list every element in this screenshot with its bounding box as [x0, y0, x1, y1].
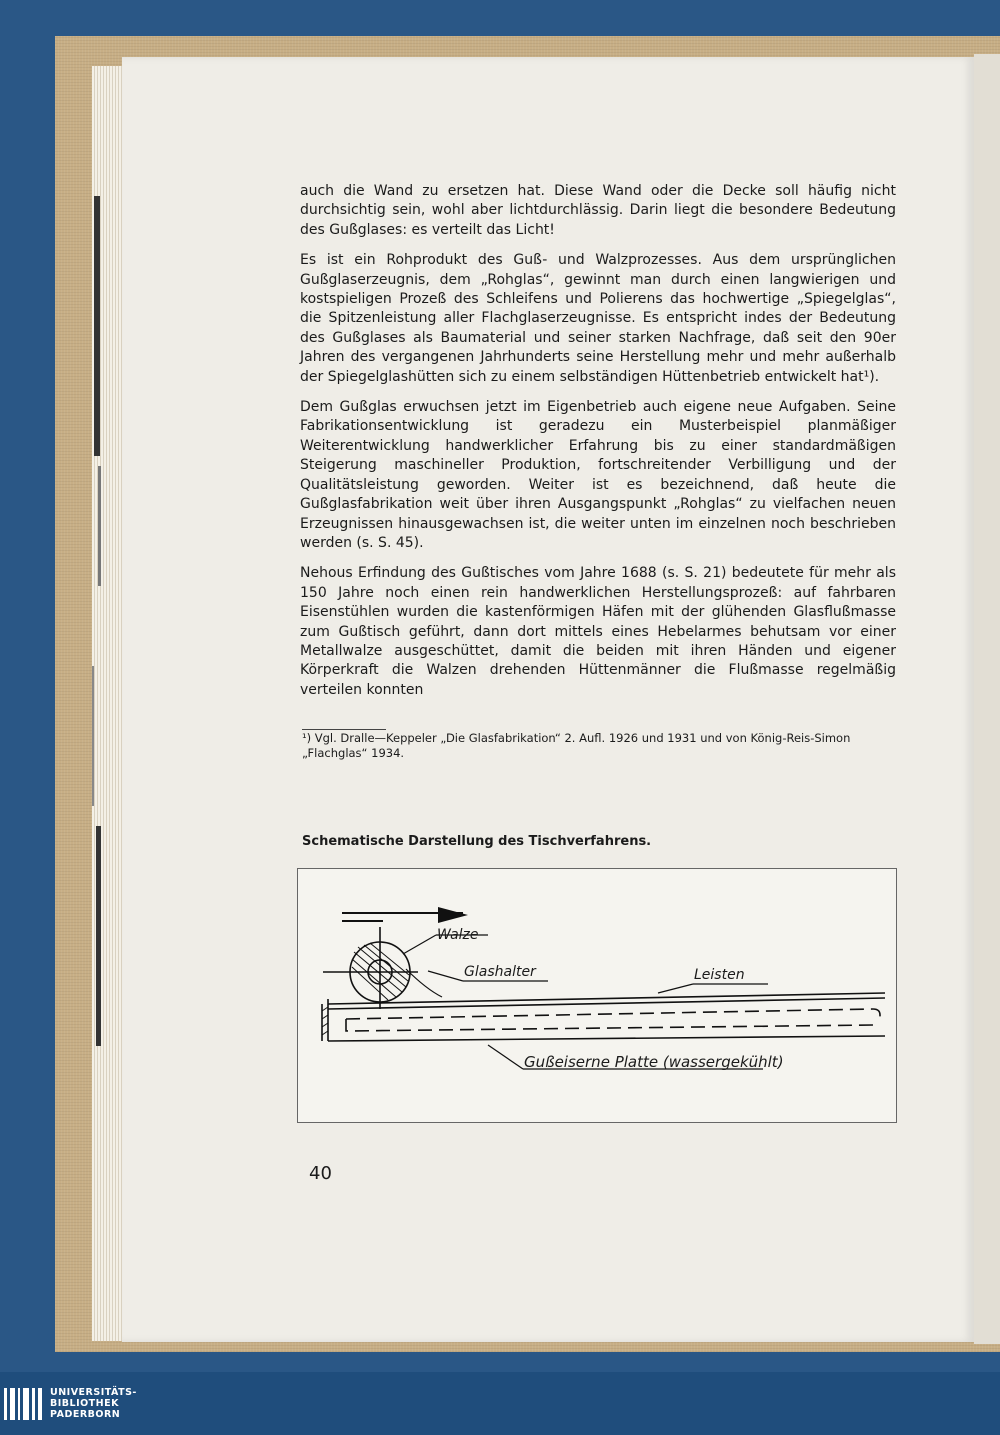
label-walze: Walze	[437, 927, 479, 943]
paragraph: Dem Gußglas erwuchsen jetzt im Eigenbetrieb auch eigene neue Aufgaben. Seine Fabrikationsentwicklung ist geradezu ein Musterbeispiel planmäßiger Weiterentwicklung handwerklicher Erfahrung bis zu einer standardmäßigen Steigerung maschineller Produktion, fortschreitender Verbilligung und der Qualitätsleistung geworden. Weiter ist es bezeichnend, daß heute die Gußglasfabrikation weit über ihren Ausgangspunkt „Rohglas“ zu vielfachen neuen Erzeugnissen hinausgewachsen ist, die weiter unten im einzelnen noch beschrieben werden (s. S. 45).	[300, 399, 896, 551]
body-text	[300, 182, 896, 711]
paragraph: Nehous Erfindung des Gußtisches vom Jahre 1688 (s. S. 21) bedeutete für mehr als 150 Jahre noch einen rein handwerklichen Herstellungsprozeß: auf fahrbaren Eisenstühlen wurden die kastenförmigen Häfen mit der glühenden Glasflußmasse zum Gußtisch geführt, dann dort mittels eines Hebelarmes behutsam vor einer Metallwalze ausgeschüttet, damit die beiden mit ihren Händen und eigener Körperkraft die Walzen drehenden Hüttenmänner die Flußmasse regelmäßig verteilen konnten	[300, 565, 896, 698]
page-stack-edge	[92, 66, 124, 1341]
logo-line: PADERBORN	[50, 1409, 121, 1420]
logo-line: BIBLIOTHEK	[50, 1398, 119, 1409]
label-glashalter: Glashalter	[464, 964, 536, 980]
casting-plate	[322, 993, 885, 1041]
table-process-diagram	[298, 869, 896, 1122]
library-logo-icon	[4, 1388, 44, 1420]
paragraph: auch die Wand zu ersetzen hat. Diese Wand oder die Decke soll häufig nicht durchsichtig sein, wohl aber lichtdurchlässig. Darin liegt die besondere Bedeutung des Gußglases: es verteilt das Licht!	[300, 183, 896, 238]
label-leisten: Leisten	[694, 967, 745, 983]
label-platte: Gußeiserne Platte (wassergekühlt)	[524, 1053, 784, 1071]
facing-page-edge	[974, 54, 1000, 1344]
paragraph: Es ist ein Rohprodukt des Guß- und Walzprozesses. Aus dem ursprünglichen Gußglaserzeugnis, dem „Rohglas“, gewinnt man durch einen langwierigen und kostspieligen Prozeß des Schleifens und Polierens das hochwertige „Spiegelglas“, die Spitzenleistung aller Flachglaserzeugnisse. Es entspricht indes der Bedeutung des Gußglases als Baumaterial und seiner starken Nachfrage, daß seit den 90er Jahren des vergangenen Jahrhunderts seine Herstellung mehr und mehr außerhalb der Spiegelglashütten sich zu einem selbständigen Hüttenbetrieb entwickelt hat¹).	[300, 252, 896, 385]
figure-caption: Schematische Darstellung des Tischverfahrens.	[302, 834, 652, 849]
page-number: 40	[309, 1163, 332, 1184]
footnote: ¹) Vgl. Dralle—Keppeler „Die Glasfabrikation“ 2. Aufl. 1926 und 1931 und von König-Reis-Simon „Flachglas“ 1934.	[302, 731, 851, 760]
library-logo-text	[50, 1387, 137, 1420]
schematic-figure	[297, 868, 897, 1123]
logo-line: UNIVERSITÄTS-	[50, 1387, 137, 1398]
footer-bar	[0, 1372, 1000, 1435]
roller	[323, 927, 418, 1009]
footnote-rule	[302, 729, 386, 730]
direction-arrow	[342, 907, 468, 923]
